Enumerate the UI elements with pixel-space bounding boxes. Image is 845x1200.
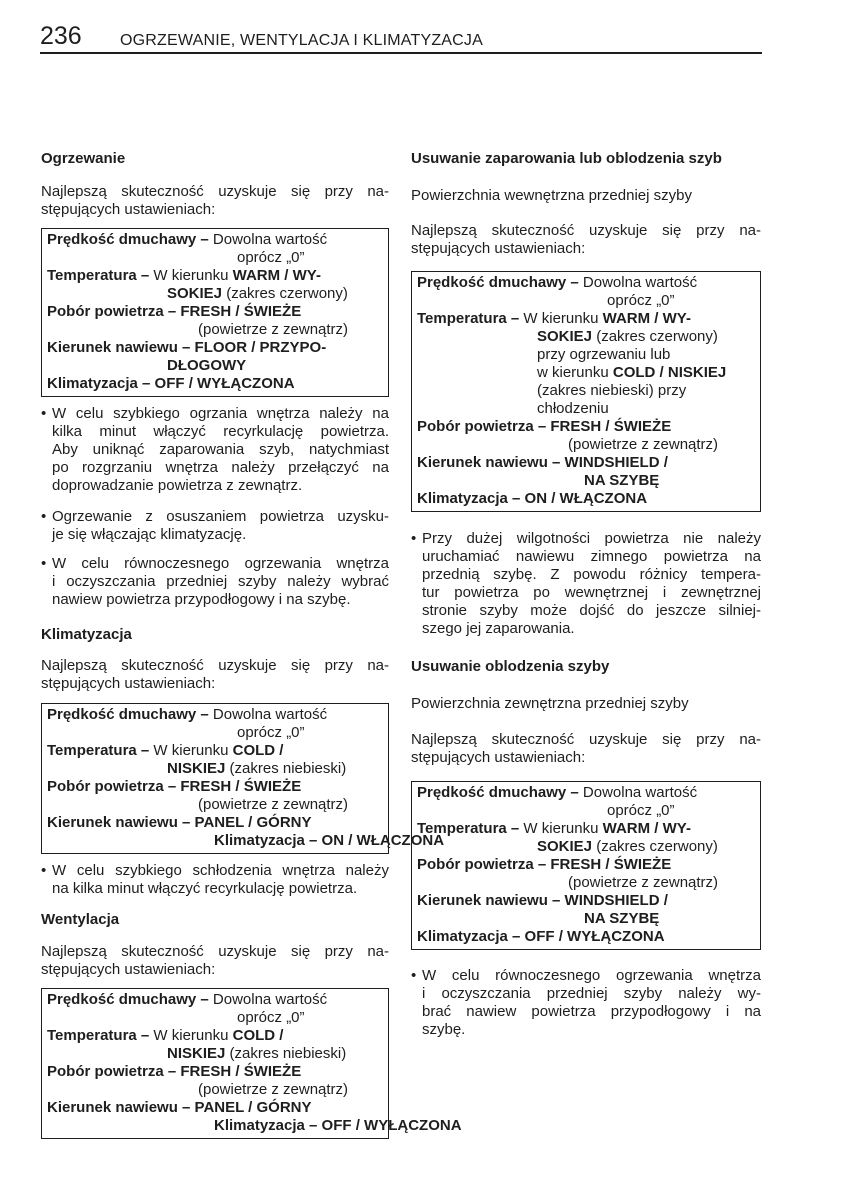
settings-row <box>417 928 760 946</box>
setting-value-bold: Temperatura – <box>417 310 520 327</box>
bullet-text <box>52 508 389 544</box>
settings-row <box>417 490 760 508</box>
intro-paragraph-defog: Najlepszą skuteczność uzyskuje się przy na- stępujących ustawieniach: <box>411 222 761 257</box>
setting-value-bold: Klimatyzacja – OFF / WYŁĄCZONA <box>47 375 295 392</box>
settings-row <box>417 802 760 820</box>
setting-value: Dowolna wartość <box>578 274 698 291</box>
setting-value-bold: Kierunek nawiewu – FLOOR / PRZYPO- <box>47 339 327 356</box>
setting-value: (zakres czerwony) <box>222 285 348 302</box>
settings-row <box>47 1045 388 1063</box>
bullet-line: Ogrzewanie z osuszaniem powietrza uzysku- <box>52 508 389 525</box>
section-heading-defog: Usuwanie zaparowania lub oblodzenia szyb <box>411 150 722 167</box>
settings-row <box>47 832 445 850</box>
settings-row <box>417 838 760 856</box>
surface-label-defog: Powierzchnia wewnętrzna przedniej szyby <box>411 187 692 204</box>
bullet-line: brać nawiew powietrza przypodłogowy i na <box>422 1003 761 1020</box>
bullet-dot-icon: • <box>41 405 47 422</box>
bullet-text <box>422 530 761 638</box>
setting-value: W kierunku <box>519 310 603 327</box>
setting-value-bold: COLD / NISKIEJ <box>612 364 727 381</box>
bullet-dot-icon: • <box>411 967 417 984</box>
settings-row <box>47 742 388 760</box>
setting-value: oprócz „0” <box>237 249 305 266</box>
setting-value: W kierunku <box>149 1027 233 1044</box>
section-heading-ventilation: Wentylacja <box>41 911 120 928</box>
setting-value-bold: SOKIEJ <box>537 838 593 855</box>
setting-value: (powietrze z zewnątrz) <box>198 1081 349 1098</box>
setting-value: (zakres czerwony) <box>592 838 718 855</box>
bullet-line: W celu równoczesnego ogrzewania wnętrza <box>422 967 761 984</box>
settings-row <box>47 357 388 375</box>
bullet-line: W celu szybkiego ogrzania wnętrza należy na <box>52 405 389 422</box>
setting-value: oprócz „0” <box>607 292 675 309</box>
settings-row <box>417 892 760 910</box>
setting-value: Dowolna wartość <box>208 991 328 1008</box>
setting-value: oprócz „0” <box>237 724 305 741</box>
setting-value-bold: Pobór powietrza – FRESH / ŚWIEŻE <box>47 1063 302 1080</box>
settings-row <box>47 375 388 393</box>
setting-value: Dowolna wartość <box>208 231 328 248</box>
setting-value-bold: NISKIEJ <box>167 760 226 777</box>
setting-value: (powietrze z zewnątrz) <box>568 436 719 453</box>
setting-value: (zakres niebieski) <box>225 1045 347 1062</box>
page-header <box>40 22 762 54</box>
settings-row <box>47 760 388 778</box>
intro-paragraph-ventilation: Najlepszą skuteczność uzyskuje się przy na- stępujących ustawieniach: <box>41 943 389 978</box>
intro-paragraph-deice: Najlepszą skuteczność uzyskuje się przy na- stępujących ustawieniach: <box>411 731 761 766</box>
settings-row <box>47 321 388 339</box>
chapter-title: OGRZEWANIE, WENTYLACJA I KLIMATYZACJA <box>120 32 484 49</box>
bullet-dot-icon: • <box>41 555 47 572</box>
setting-value: przy ogrzewaniu lub <box>537 346 671 363</box>
settings-row <box>47 267 388 285</box>
setting-value-bold: Pobór powietrza – FRESH / ŚWIEŻE <box>47 778 302 795</box>
bullet-line: szego jej zaparowania. <box>422 620 575 637</box>
settings-box-deice <box>411 781 761 950</box>
bullet-line: i oczyszczania przedniej szyby należy wy- <box>422 985 761 1002</box>
setting-value: W kierunku <box>149 267 233 284</box>
settings-row <box>47 706 388 724</box>
setting-value-bold: Kierunek nawiewu – PANEL / GÓRNY <box>47 814 312 831</box>
settings-row <box>417 400 760 418</box>
settings-row <box>417 910 760 928</box>
setting-value-bold: Temperatura – <box>417 820 520 837</box>
setting-value: (powietrze z zewnątrz) <box>568 874 719 891</box>
settings-row <box>417 274 760 292</box>
settings-box-heating <box>41 228 389 397</box>
setting-value: (zakres niebieski) przy <box>537 382 687 399</box>
setting-value: W kierunku <box>149 742 233 759</box>
setting-value-bold: Prędkość dmuchawy – <box>417 784 579 801</box>
bullet-line: Przy dużej wilgotności powietrza nie należy <box>422 530 761 547</box>
setting-value-bold: WARM / WY- <box>232 267 321 284</box>
bullet-line: Aby uniknąć zaparowania szyb, natychmiast <box>52 441 389 458</box>
settings-row <box>417 382 760 400</box>
section-heading-ac: Klimatyzacja <box>41 626 132 643</box>
settings-row <box>47 339 388 357</box>
setting-value-bold: DŁOGOWY <box>167 357 247 374</box>
setting-value: Dowolna wartość <box>208 706 328 723</box>
settings-row <box>417 784 760 802</box>
setting-value-bold: Pobór powietrza – FRESH / ŚWIEŻE <box>417 856 672 873</box>
settings-row <box>47 814 388 832</box>
setting-value-bold: Prędkość dmuchawy – <box>47 231 209 248</box>
settings-row <box>47 778 388 796</box>
bullet-dot-icon: • <box>41 862 47 879</box>
bullet-line: przednią szybę. Z powodu różnicy tempera- <box>422 566 761 583</box>
setting-value: W kierunku <box>519 820 603 837</box>
settings-row <box>417 292 760 310</box>
bullet-line: W celu szybkiego schłodzenia wnętrza należy <box>52 862 389 879</box>
settings-box-ac <box>41 703 445 854</box>
bullet-line: W celu równoczesnego ogrzewania wnętrza <box>52 555 389 572</box>
setting-value: oprócz „0” <box>237 1009 305 1026</box>
setting-value-bold: Klimatyzacja – OFF / WYŁĄCZONA <box>417 928 665 945</box>
bullet-line: i oczyszczania przedniej szyby należy wybrać <box>52 573 389 590</box>
intro-paragraph-ac: Najlepszą skuteczność uzyskuje się przy na- stępujących ustawieniach: <box>41 657 389 692</box>
settings-row <box>417 364 760 382</box>
setting-value-bold: SOKIEJ <box>537 328 593 345</box>
bullet-line: stronie szyby może dojść do jeszcze silniej- <box>422 602 761 619</box>
bullet-dot-icon: • <box>411 530 417 547</box>
setting-value: oprócz „0” <box>607 802 675 819</box>
settings-row <box>47 1117 462 1135</box>
settings-row <box>417 328 760 346</box>
bullet-line: uruchamiać nawiewu zimnego powietrza na <box>422 548 761 565</box>
setting-value-bold: COLD / <box>232 1027 284 1044</box>
settings-row <box>47 1081 388 1099</box>
bullet-dot-icon: • <box>41 508 47 525</box>
settings-row <box>47 1099 388 1117</box>
settings-row <box>47 231 388 249</box>
setting-value-bold: Pobór powietrza – FRESH / ŚWIEŻE <box>417 418 672 435</box>
setting-value-bold: NA SZYBĘ <box>584 910 660 927</box>
section-heading-deice: Usuwanie oblodzenia szyby <box>411 658 610 675</box>
settings-row <box>47 724 388 742</box>
setting-value: w kierunku <box>537 364 613 381</box>
settings-box-defog <box>411 271 761 512</box>
bullet-text <box>52 862 389 898</box>
setting-value-bold: WARM / WY- <box>602 310 691 327</box>
setting-value-bold: Kierunek nawiewu – WINDSHIELD / <box>417 892 668 909</box>
settings-row <box>417 820 760 838</box>
setting-value-bold: Temperatura – <box>47 267 150 284</box>
surface-label-deice: Powierzchnia zewnętrzna przedniej szyby <box>411 695 689 712</box>
bullet-line: na kilka minut włączyć recyrkulację powietrza. <box>52 880 358 897</box>
setting-value-bold: Temperatura – <box>47 742 150 759</box>
settings-row <box>47 796 388 814</box>
bullet-line: nawiew powietrza przypodłogowy i na szybę. <box>52 591 351 608</box>
setting-value-bold: Prędkość dmuchawy – <box>47 991 209 1008</box>
settings-row <box>417 874 760 892</box>
section-heading-heating: Ogrzewanie <box>41 150 126 167</box>
bullet-line: je się włączając klimatyzację. <box>52 526 247 543</box>
setting-value-bold: Prędkość dmuchawy – <box>417 274 579 291</box>
setting-value-bold: COLD / <box>232 742 284 759</box>
settings-row <box>47 303 388 321</box>
settings-row <box>417 856 760 874</box>
bullet-text <box>52 405 389 495</box>
setting-value: (powietrze z zewnątrz) <box>198 796 349 813</box>
settings-row <box>47 285 388 303</box>
settings-row <box>417 454 760 472</box>
bullet-text <box>52 555 389 609</box>
setting-value: (zakres niebieski) <box>225 760 347 777</box>
setting-value-bold: Klimatyzacja – ON / WŁĄCZONA <box>417 490 648 507</box>
setting-value-bold: SOKIEJ <box>167 285 223 302</box>
setting-value-bold: Klimatyzacja – ON / WŁĄCZONA <box>214 832 445 849</box>
settings-row <box>417 346 760 364</box>
setting-value: (powietrze z zewnątrz) <box>198 321 349 338</box>
setting-value-bold: NISKIEJ <box>167 1045 226 1062</box>
setting-value-bold: Temperatura – <box>47 1027 150 1044</box>
bullet-line: doprowadzanie powietrza z zewnątrz. <box>52 477 303 494</box>
setting-value: Dowolna wartość <box>578 784 698 801</box>
settings-row <box>417 418 760 436</box>
settings-row <box>417 310 760 328</box>
bullet-line: kilka minut włączyć recyrkulację powietrza. <box>52 423 389 440</box>
settings-row <box>47 1063 388 1081</box>
setting-value: chłodzeniu <box>537 400 609 417</box>
setting-value-bold: WARM / WY- <box>602 820 691 837</box>
settings-row <box>47 1009 388 1027</box>
settings-row <box>47 249 388 267</box>
setting-value-bold: Pobór powietrza – FRESH / ŚWIEŻE <box>47 303 302 320</box>
setting-value-bold: NA SZYBĘ <box>584 472 660 489</box>
bullet-line: szybę. <box>422 1021 466 1038</box>
settings-row <box>417 436 760 454</box>
settings-row <box>47 1027 388 1045</box>
settings-row <box>47 991 388 1009</box>
setting-value-bold: Kierunek nawiewu – PANEL / GÓRNY <box>47 1099 312 1116</box>
intro-paragraph-heating: Najlepszą skuteczność uzyskuje się przy na- stępujących ustawieniach: <box>41 183 389 218</box>
bullet-line: po rozgrzaniu wnętrza należy przełączyć na <box>52 459 389 476</box>
setting-value-bold: Kierunek nawiewu – WINDSHIELD / <box>417 454 668 471</box>
bullet-line: tur powietrza po wewnętrznej i zewnętrznej <box>422 584 761 601</box>
setting-value-bold: Prędkość dmuchawy – <box>47 706 209 723</box>
settings-row <box>417 472 760 490</box>
setting-value-bold: Klimatyzacja – OFF / WYŁĄCZONA <box>214 1117 462 1134</box>
setting-value: (zakres czerwony) <box>592 328 718 345</box>
page-number: 236 <box>40 22 82 50</box>
bullet-text <box>422 967 761 1039</box>
